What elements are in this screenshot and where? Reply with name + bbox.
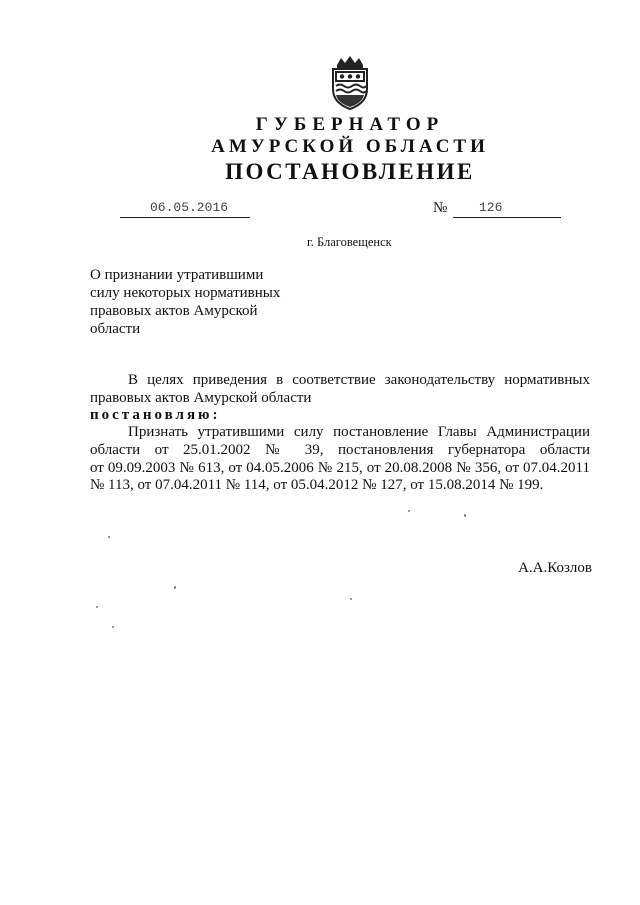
scan-speck: [408, 510, 410, 512]
issuer-region: АМУРСКОЙ ОБЛАСТИ: [211, 136, 489, 157]
subject-line: области: [90, 321, 141, 337]
scan-speck: [350, 598, 352, 600]
scan-speck: [108, 536, 110, 538]
scan-speck: [174, 586, 176, 589]
issuer-title: ГУБЕРНАТОР: [255, 114, 445, 135]
scan-speck: [112, 626, 114, 628]
signatory-name: А.А.Козлов: [518, 560, 592, 576]
intro-line: В целях приведения в соответствие законодательству нормативных: [128, 372, 590, 388]
clause-line: области от 25.01.2002 № 39, постановления губернатора области: [90, 442, 590, 458]
scan-speck: [96, 606, 98, 608]
clause-line: от 09.09.2003 № 613, от 04.05.2006 № 215, от 20.08.2008 № 356, от 07.04.2011: [90, 460, 590, 476]
clause-line: Признать утратившими силу постановление Главы Администрации: [128, 424, 590, 440]
document-subject: [90, 266, 290, 338]
coat-of-arms-icon: [327, 55, 373, 111]
document-number: 126: [453, 199, 561, 218]
subject-line: О признании утратившими: [90, 267, 264, 283]
clause-line: № 113, от 07.04.2011 № 114, от 05.04.2012 № 127, от 15.08.2014 № 199.: [90, 477, 544, 493]
resolve-word: постановляю:: [90, 407, 221, 423]
document-type-title: ПОСТАНОВЛЕНИЕ: [225, 159, 475, 184]
city-location: г. Благовещенск: [307, 235, 392, 249]
document-date: 06.05.2016: [120, 199, 250, 218]
subject-line: силу некоторых нормативных: [90, 285, 281, 301]
subject-line: правовых актов Амурской: [90, 303, 258, 319]
number-sign: №: [433, 200, 448, 216]
scan-speck: [464, 514, 466, 517]
intro-line: правовых актов Амурской области: [90, 390, 312, 406]
